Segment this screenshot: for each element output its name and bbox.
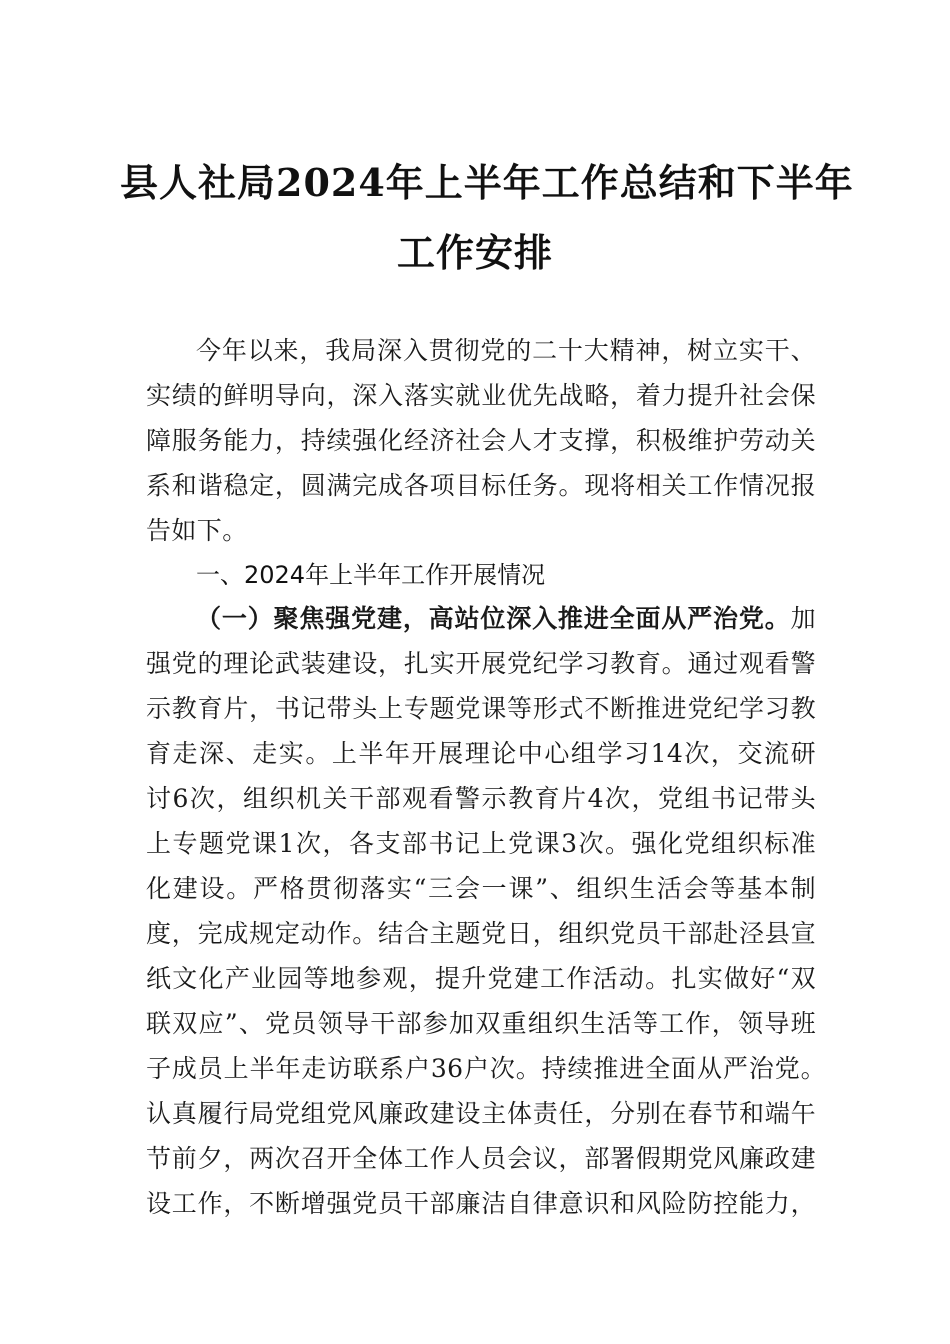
document-title-line-2: 工作安排 — [396, 230, 553, 275]
subsection-1-line-9: 联双应”、党员领导干部参加双重组织生活等工作，领导班 — [146, 1009, 816, 1038]
intro-line-4: 系和谐稳定，圆满完成各项目标任务。现将相关工作情况报 — [146, 471, 816, 500]
section-1-heading: 一、2024年上半年工作开展情况 — [196, 561, 546, 589]
subsection-1-line-8: 纸文化产业园等地参观，提升党建工作活动。扎实做好“双 — [146, 964, 816, 993]
intro-line-1: 今年以来，我局深入贯彻党的二十大精神，树立实干、 — [196, 336, 816, 365]
subsection-1-lead-tail: 加 — [790, 604, 816, 633]
subsection-1-line-10: 子成员上半年走访联系户36户次。持续推进全面从严治党。 — [146, 1054, 826, 1083]
subsection-1-line-13: 设工作，不断增强党员干部廉洁自律意识和风险防控能力， — [146, 1189, 816, 1218]
subsection-1-line-1: 强党的理论武装建设，扎实开展党纪学习教育。通过观看警 — [146, 649, 816, 678]
intro-line-2: 实绩的鲜明导向，深入落实就业优先战略，着力提升社会保 — [146, 381, 816, 410]
subsection-1-line-12: 节前夕，两次召开全体工作人员会议，部署假期党风廉政建 — [146, 1144, 816, 1173]
subsection-1-first-line — [196, 606, 816, 631]
document-title-line-1: 县人社局2024年上半年工作总结和下半年 — [120, 160, 854, 205]
subsection-1-line-7: 度，完成规定动作。结合主题党日，组织党员干部赴泾县宣 — [146, 919, 816, 948]
intro-line-3: 障服务能力，持续强化经济社会人才支撑，积极维护劳动关 — [146, 426, 816, 455]
subsection-1-line-6: 化建设。严格贯彻落实“三会一课”、组织生活会等基本制 — [146, 874, 816, 903]
subsection-1-line-11: 认真履行局党组党风廉政建设主体责任，分别在春节和端午 — [146, 1099, 816, 1128]
subsection-1-line-2: 示教育片，书记带头上专题党课等形式不断推进党纪学习教 — [146, 694, 816, 723]
subsection-1-line-5: 上专题党课1次，各支部书记上党课3次。强化党组织标准 — [146, 829, 816, 858]
subsection-1-line-3: 育走深、走实。上半年开展理论中心组学习14次，交流研 — [146, 739, 816, 768]
subsection-1-lead: （一）聚焦强党建，高站位深入推进全面从严治党。 — [196, 604, 791, 633]
subsection-1-line-4: 讨6次，组织机关干部观看警示教育片4次，党组书记带头 — [146, 784, 816, 813]
intro-line-5: 告如下。 — [146, 516, 248, 545]
